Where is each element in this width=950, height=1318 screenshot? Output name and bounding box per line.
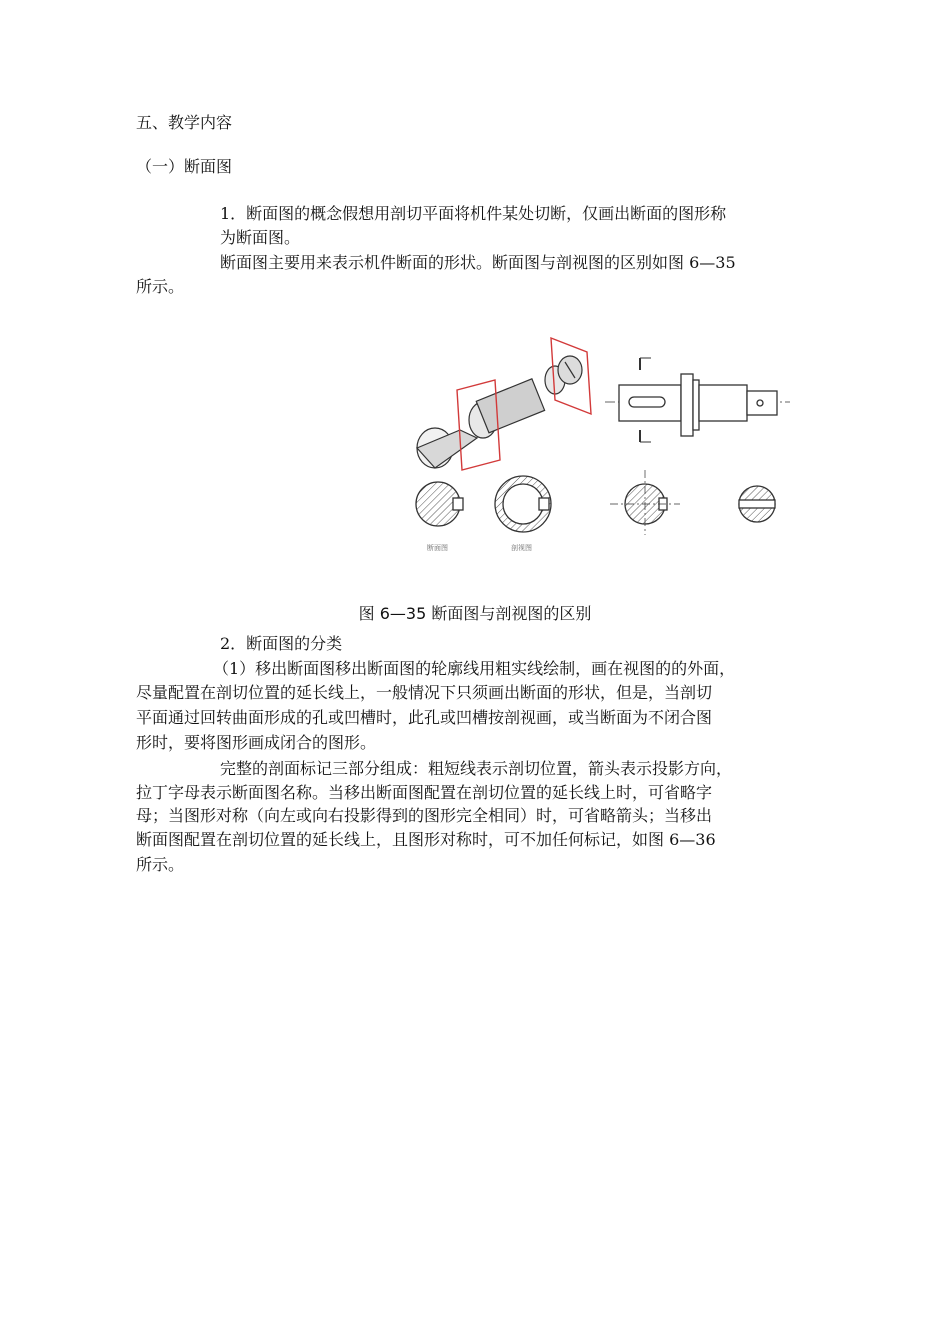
section-views bbox=[416, 470, 775, 535]
section-vs-cutaway-figure bbox=[405, 330, 795, 558]
para3-line4: 形时，要将图形画成闭合的图形。 bbox=[136, 733, 377, 752]
para3-line3: 平面通过回转曲面形成的孔或凹槽时，此孔或凹槽按剖视画，或当断面为不闭合图 bbox=[136, 708, 713, 727]
section-heading: 五、教学内容 bbox=[136, 113, 233, 132]
para2-line2: 所示。 bbox=[136, 277, 185, 296]
para4-line1: 完整的剖面标记三部分组成：粗短线表示剖切位置，箭头表示投影方向， bbox=[220, 759, 733, 778]
para1-line1: 1．断面图的概念假想用剖切平面将机件某处切断，仅画出断面的图形称 bbox=[220, 204, 727, 223]
para4-line5: 所示。 bbox=[136, 855, 185, 874]
para3-line2: 尽量配置在剖切位置的延长线上，一般情况下只须画出断面的形状，但是，当剖切 bbox=[136, 683, 713, 702]
shaft-front-view bbox=[605, 358, 790, 442]
figure-label-left: 断面图 bbox=[427, 544, 448, 552]
para4-line3: 母；当图形对称（向左或向右投影得到的图形完全相同）时，可省略箭头；当移出 bbox=[136, 806, 713, 825]
subsection-heading: （一）断面图 bbox=[136, 157, 233, 176]
para4-line2: 拉丁字母表示断面图名称。当移出断面图配置在剖切位置的延长线上时，可省略字 bbox=[136, 783, 713, 802]
heading-classification: 2．断面图的分类 bbox=[220, 634, 343, 653]
para2-line1: 断面图主要用来表示机件断面的形状。断面图与剖视图的区别如图 6—35 bbox=[220, 253, 736, 272]
figure-label-right: 剖视图 bbox=[511, 544, 532, 552]
para1-line2: 为断面图。 bbox=[220, 228, 301, 247]
figure-caption: 图 6—35 断面图与剖视图的区别 bbox=[358, 604, 592, 623]
para3-line1: （1）移出断面图移出断面图的轮廓线用粗实线绘制，画在视图的的外面， bbox=[213, 659, 736, 678]
para4-line4: 断面图配置在剖切位置的延长线上，且图形对称时，可不加任何标记，如图 6—36 bbox=[136, 830, 716, 849]
